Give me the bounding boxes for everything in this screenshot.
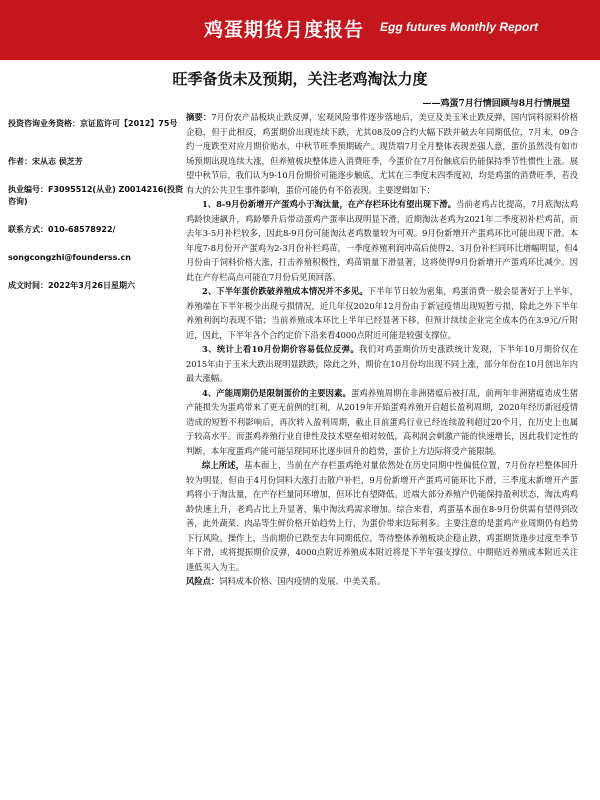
- author-info-sidebar: [8, 118, 186, 292]
- author-label: 作者：: [8, 157, 32, 166]
- conclusion-text: 基本面上，当前在产存栏蛋鸡绝对量依然处在历史同期中性偏低位置，7月份存栏整体回升较为明显，但由于4月份饲料大涨打击散户补栏，9月份新增开产蛋鸡可能环比下滑，三季度末新增开产蛋鸡将小于淘汰量，在产存栏量同环增加，但环比有望降低。近端大部分养殖户仍能保持盈利状态，淘汰鸡鸡龄快速上升，老鸡占比上升显著，集中淘汰鸡需求增加。综合来看，鸡蛋基本面在8-9月份供需有望得到改善，此外蔬菜、肉品等生鲜价格开始趋势上行，为蛋价带来边际利多。主要注意的是蛋鸡产业周期仍有趋势下行风险。操作上，当前期价已跌至去年同期低位，等待整体养殖板块企稳止跌，鸡蛋期货逢步过度至季节年下滑，或将提振期价反弹，4000点附近养殖成本附近将是下半年强支撑位。中期贴近养殖成本附近关注逢低买入为主。: [186, 460, 578, 572]
- point-3-lead: 3、统计上看10月份期价容易低位反弹。: [202, 344, 360, 354]
- date-row: [8, 280, 186, 292]
- license-value: 京证监许可【2012】75号: [80, 119, 178, 128]
- point-1-lead: 1、8-9月份新增开产蛋鸡小于淘汰量，在产存栏环比有望出现下滑。: [202, 199, 457, 209]
- risk-text: 饲料成本价格、国内疫情的发展、中美关系。: [219, 576, 386, 586]
- summary-paragraph: [186, 110, 578, 197]
- phone-row: [8, 224, 186, 236]
- risk-paragraph: [186, 574, 578, 589]
- point-1-text: 当前老鸡占比提高，7月底淘汰鸡鸡龄快速飙升，鸡龄攀升后带动蛋鸡产蛋率出现明显下滑，近期淘汰老鸡为2021年二季度初补栏鸡苗，而去年3-5月补栏较多，因此8-9月份可能淘汰老鸡数量较为可观。9月份新增开产蛋鸡环比可能出现下滑。本年度7-8月份开产蛋鸡为2-3月份补栏鸡苗，一季度养殖利润冲高后使得2、3月份补栏同环比增幅明显，但4月份由于饲料价格大涨，打击养殖积极性，鸡苗销量下滑显著，这将使得9月份新增开产蛋鸡环比减少。因此在产存栏高点可能在7月份后见顶回落。: [186, 199, 579, 282]
- risk-label: 风险点：: [186, 576, 220, 586]
- report-title-en: Egg futures Monthly Report: [380, 20, 538, 34]
- point-paragraph: [186, 386, 578, 459]
- conclusion-paragraph: [186, 458, 578, 574]
- document-title: 旺季备货未及预期，关注老鸡淘汰力度: [172, 70, 428, 88]
- report-body: [186, 110, 578, 589]
- report-title-cn: 鸡蛋期货月度报告: [204, 19, 365, 41]
- author-row: [8, 156, 186, 168]
- point-paragraph: [186, 284, 578, 342]
- date-label: 成文时间：: [8, 281, 48, 290]
- point-4-lead: 4、产能周期仍是限制蛋价的主要因素。: [202, 387, 351, 398]
- point-paragraph: [186, 342, 578, 386]
- summary-label: 摘要：: [186, 112, 212, 122]
- author-value: 宋从志 侯芝芳: [32, 157, 83, 166]
- point-4-text: 蛋鸡养殖周期在非洲猪瘟后被打乱，前两年非洲猪瘟造成生猪产能损失为蛋鸡带来了更无前例的红利，从2019年开始蛋鸡养殖开启超长盈利周期，2020年经历新冠疫情造成的短暂不利影响后，再次转入盈利周期，截止目前蛋鸡行业已经连续盈利超过20个月，在历史上也属于较高水平。而蛋鸡养殖行业自律性及技术壁垒相对较低，高利润会刺激产能的快速增长，因此我们定性的判断，本年度蛋鸡产能可能呈现同环比逐步回升的趋势，蛋价上方边际将受产能限制。: [186, 387, 578, 456]
- cert-value: F3095512(从业) Z0014216(投资咨询): [8, 185, 183, 206]
- date-value: 2022年3月26日星期六: [48, 281, 135, 290]
- email-value[interactable]: songcongzhi@founderss.cn: [8, 253, 131, 262]
- point-paragraph: [186, 197, 578, 284]
- document-subtitle: ——鸡蛋7月行情回顾与8月行情展望: [422, 99, 570, 109]
- report-header: [0, 0, 600, 60]
- cert-label: 执业编号：: [8, 185, 48, 194]
- point-3-text: 我们对鸡蛋期价历史涨跌统计发现，下半年10月期价仅在2015年由于玉米大跌出现明显跌跌，除此之外，期价在10月份均出现不同上涨，部分年份在10月创出年内最大涨幅。: [186, 344, 578, 383]
- phone-value: 010-68578922/: [48, 225, 116, 234]
- summary-text: 7月份农产品板块止跌反弹，宏观风险事件逐步落地后，美豆及美玉米止跌反弹，国内饲料原料价格企稳，但于此相反，鸡蛋期价出现连续下跌，尤其08及09合约大幅下跌并破去年同期低位，7月末，09合约一度跌至对应月期价贴水，中秋节旺季预期破产。现货端7月全月整体表现差强人意，蛋价虽然没有如市场预期出现连续大涨，但养殖板块整体进入消费旺季，今蛋价在7月份触底后仍能保持季节性惯性上涨。展望中秋节后，我们认为9-10月份期价可能逐步触底，尤其在三季度末四季度初，均是鸡蛋的消费旺季，若没有大的公共卫生事件影响，蛋价可能仍有不俗表现。主要逻辑如下：: [186, 112, 579, 195]
- point-2-text: 下半年节日较为密集，鸡蛋消费一般会显著好于上半年，养殖端在下半年极少出现亏损情况，近几年仅2020年12月份由于新冠疫情出现短暂亏损，除此之外下半年养殖利润均表现不错；当前养殖成本环比上半年已经显著下移，但预计续续企业完全成本仍在3.9元/斤附近，因此，下半年各个合约定价下沿来看4000点附近可能是较强支撑位。: [186, 286, 578, 340]
- license-label: 投资咨询业务资格：: [8, 119, 80, 128]
- point-2-lead: 2、下半年蛋价跌破养殖成本情况并不多见。: [202, 286, 368, 296]
- cert-row: [8, 184, 186, 208]
- phone-label: 联系方式：: [8, 225, 48, 234]
- license-row: [8, 118, 186, 130]
- conclusion-lead: 综上所述，: [202, 460, 245, 470]
